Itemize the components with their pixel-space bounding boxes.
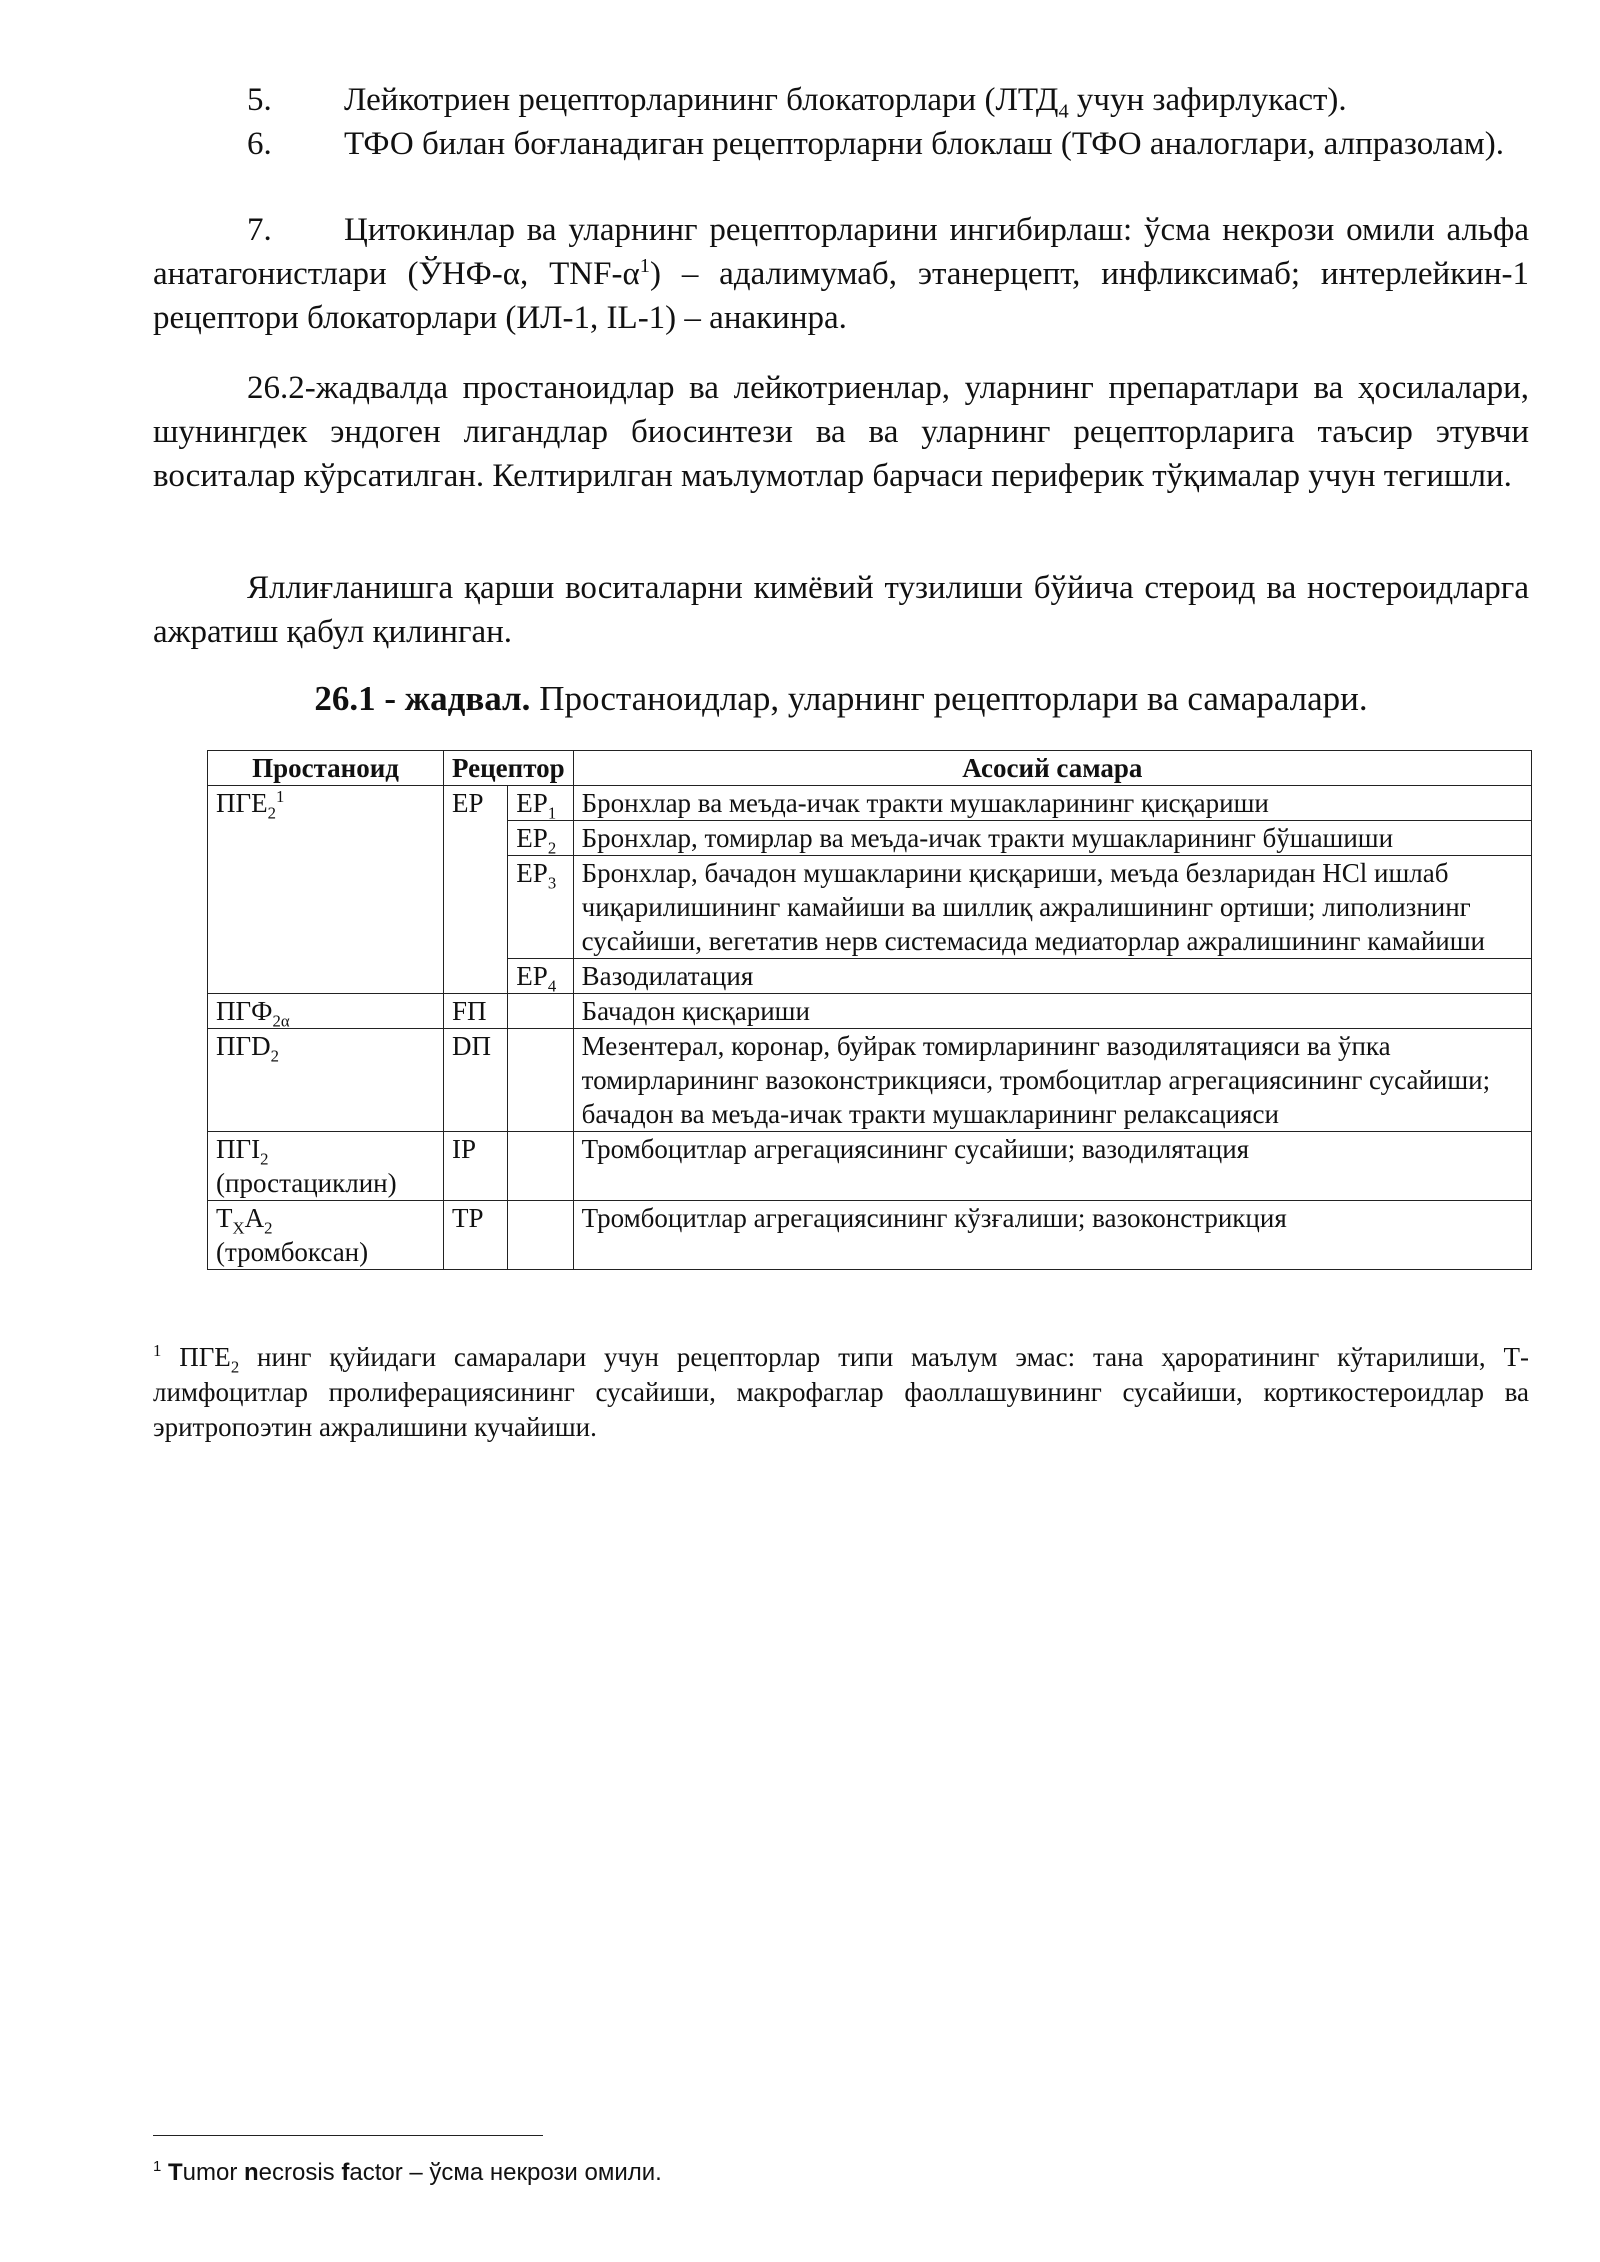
list-item-5 xyxy=(153,78,1529,122)
table-row xyxy=(208,1201,1532,1270)
effect-cell: Мезентерал, коронар, буйрак томирларининг вазодилятацияси ва ўпка томирларининг вазоконстрикцияси, тромбоцитлар агрегациясининг сусайиши; бачадон ва меъда-ичак тракти мушакларининг релаксацияси xyxy=(573,1029,1531,1132)
empty-cell xyxy=(508,1132,573,1201)
effect-cell: Тромбоцитлар агрегациясининг кўзғалиши; вазоконстрикция xyxy=(573,1201,1531,1270)
effect-cell: Бачадон қисқариши xyxy=(573,994,1531,1029)
table-footnote-marker: 1 xyxy=(153,1341,162,1360)
receptor-cell: TP xyxy=(444,1201,508,1270)
table-footnote: $^1$ $ПГЕ_2$ нинг қуйидаги самаралари учун рецепторлар типи маълум эмас: тана ҳароратининг кўтарилиши, Т-лимфоцитлар пролиферациясининг сусайиши, макрофаглар фаоллашувининг сусайиши, кортикостероидлар ва эритропоэтин ажралишини кучайиши. xyxy=(153,1341,1529,1442)
list-item-6 xyxy=(153,122,1529,166)
table-row xyxy=(208,1029,1532,1132)
table-row xyxy=(208,994,1532,1029)
effect-cell: Бронхлар, бачадон мушакларини қисқариши, меъда безларидан HCl ишлаб чиқарилишининг камайиши ва шиллиқ ажралишининг ортиши; липолизнинг сусайиши, вегетатив нерв системасида медиаторлар ажралишининг камайиши xyxy=(573,856,1531,959)
empty-cell xyxy=(508,1029,573,1132)
table-header-row xyxy=(208,751,1532,786)
footnote-marker: 1 xyxy=(153,2159,162,2175)
effect-cell: Вазодилатация xyxy=(573,959,1531,994)
table-row xyxy=(208,1132,1532,1201)
effect-cell: Бронхлар, томирлар ва меъда-ичак тракти мушакларининг бўшашиши xyxy=(573,821,1531,856)
prostanoid-cell: $ПГФ_{2\alpha}$ xyxy=(208,994,444,1029)
list-text-end: учун зафирлукаст). xyxy=(1068,82,1347,118)
table-row xyxy=(208,786,1532,821)
list-text: Лейкотриен рецепторларининг блокаторлари (ЛТД xyxy=(344,82,1059,118)
page-footnote: $^1$ Tumor necrosis factor – ўсма некрози омили. xyxy=(153,2159,662,2186)
prostanoid-cell: $ПГD_2$ xyxy=(208,1029,444,1132)
list-text: ТФО билан боғланадиган рецепторларни блоклаш (ТФО аналоглари, алпразолам). xyxy=(344,126,1505,162)
empty-cell xyxy=(508,994,573,1029)
receptor-subtype-cell: $EP_4$ xyxy=(508,959,573,994)
prostanoids-table xyxy=(207,750,1532,1270)
empty-cell xyxy=(508,1201,573,1270)
table-caption-number: 26.1 - жадвал. xyxy=(314,679,531,718)
paragraph-table-reference: 26.2-жадвалда простаноидлар ва лейкотриенлар, уларнинг препаратлари ва ҳосилалари, шунингдек эндоген лигандлар биосинтези ва ва уларнинг рецепторларига таъсир этувчи воситалар кўрсатилган. Келтирилган маълумотлар барчаси периферик тўқималар учун тегишли. xyxy=(153,370,1529,494)
list-number: 7. xyxy=(247,212,272,248)
receptor-cell: FП xyxy=(444,994,508,1029)
receptor-subtype-cell: $EP_2$ xyxy=(508,821,573,856)
receptor-subtype-cell: $EP_1$ xyxy=(508,786,573,821)
header-prostanoid: Простаноид xyxy=(208,751,444,786)
list-item-7 xyxy=(153,208,1529,340)
receptor-cell: DП xyxy=(444,1029,508,1132)
receptor-cell: EP xyxy=(444,786,508,994)
header-receptor: Рецептор xyxy=(444,751,574,786)
header-effect: Асосий самара xyxy=(573,751,1531,786)
list-text: Цитокинлар ва уларнинг рецепторларини ингибирлаш: ўсма некрози омили альфа анатагонистлари (ЎНФ-α, TNF-α xyxy=(153,212,1529,292)
list-text-end: ) – адалимумаб, этанерцепт, инфликсимаб; интерлейкин-1 рецептори блокаторлари (ИЛ-1, IL-1) – анакинра. xyxy=(153,256,1529,336)
receptor-cell: IP xyxy=(444,1132,508,1201)
effect-cell: Тромбоцитлар агрегациясининг сусайиши; вазодилятация xyxy=(573,1132,1531,1201)
prostanoid-cell: $ПГЕ_2^1$ xyxy=(208,786,444,994)
paragraph-classification: Яллиғланишга қарши воситаларни кимёвий тузилиши бўйича стероид ва ностероидларга ажратиш қабул қилинган. xyxy=(153,570,1529,650)
table-caption-text: Простаноидлар, уларнинг рецепторлари ва самаралари. xyxy=(530,679,1368,718)
table-caption xyxy=(153,676,1529,722)
receptor-subtype-cell: $EP_3$ xyxy=(508,856,573,959)
list-number: 6. xyxy=(247,126,272,162)
list-number: 5. xyxy=(247,82,272,118)
subscript: 4 xyxy=(1058,100,1069,123)
effect-cell: Бронхлар ва меъда-ичак тракти мушакларининг қисқариши xyxy=(573,786,1531,821)
prostanoid-cell: $T_XA_2$ (тромбоксан) xyxy=(208,1201,444,1270)
prostanoid-cell: $ПГI_2$ (простациклин) xyxy=(208,1132,444,1201)
footnote-separator xyxy=(153,2135,543,2136)
footnote-ref: 1 xyxy=(639,255,650,277)
